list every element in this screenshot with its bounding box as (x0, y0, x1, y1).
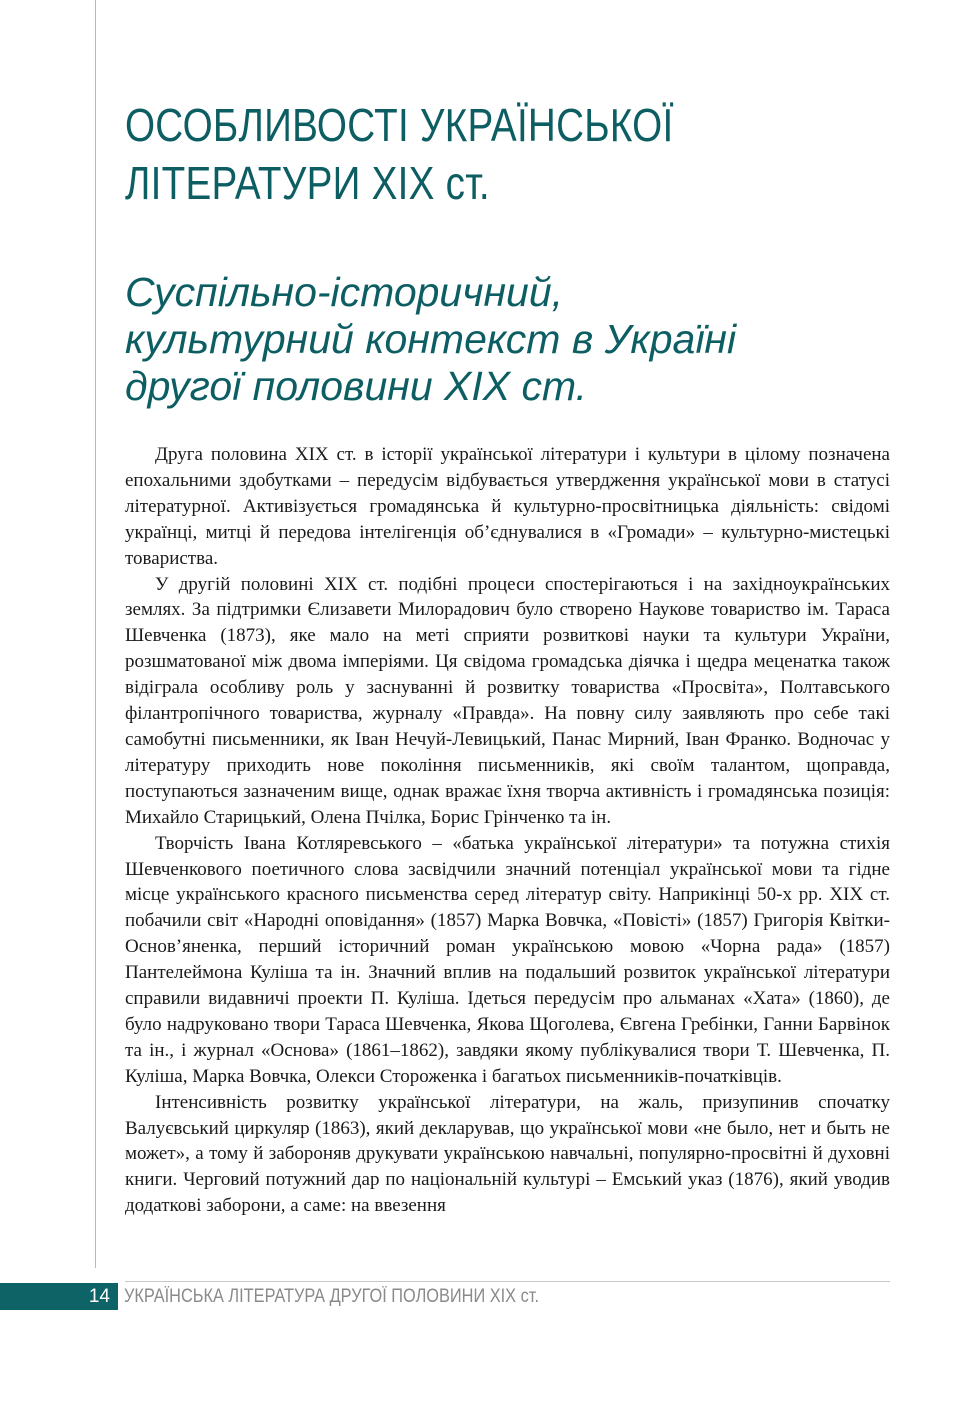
paragraph: Інтенсивність розвитку української літератури, на жаль, призупинив спочатку Валуєвський циркуляр (1863), який декларував, що української мови «не было, нет и быть не может», а тому й забороняв друкувати українською навчальні, популярно-просвітні й духовні книги. Черговий потужний дар по національній культурі – Емський указ (1876), який уводив додаткові заборони, а саме: на ввезення (125, 1091, 890, 1217)
paragraph: У другій половині ХІХ ст. подібні процеси спостерігаються і на західноукраїнських землях. За підтримки Єлизавети Милорадович було створено Наукове товариство ім. Тараса Шевченка (1873), яке мало на меті сприяти розвиткові науки та культури України, розшматованої між двома імперіями. Ця свідома громадська діячка і щедра меценатка також відіграла особливу роль у заснуванні й розвитку товариства «Просвіта», Полтавського філантропічного товариства, журналу «Правда». На повну силу заявляють про себе такі самобутні письменники, як Іван Нечуй-Левицький, Панас Мирний, Іван Франко. Водночас у літературу приходить нове покоління письменників, які своїм талантом, щоправда, поступаються зазначеним вище, однак вражає їхня творча активність і громадянська позиція: Михайло Старицький, Олена Пчілка, Борис Грінченко та ін. (125, 573, 890, 828)
page-number: 14 (88, 1286, 110, 1307)
chapter-title (125, 96, 797, 212)
body-text (125, 442, 890, 1219)
section-title-line-3: другої половини ХІХ ст. (125, 363, 588, 409)
section-title-line-1: Суспільно-історичний, (125, 269, 564, 315)
footer-rule (125, 1281, 890, 1282)
paragraph: Творчість Івана Котляревського – «батька української літератури» та потужна стихія Шевченкового поетичного слова засвідчили значний потенціал української мови та гідне місце українського красного письменства серед літератур світу. Наприкінці 50-х рр. ХІХ ст. побачили світ «Народні оповідання» (1857) Марка Вовчка, «Повісті» (1857) Григорія Квітки-Основ’яненка, перший історичний роман українською мовою «Чорна рада» (1857) Пантелеймона Куліша та ін. Значний вплив на подальший розвиток української літератури справили видавничі проекти П. Куліша. Ідеться передусім про альманах «Хата» (1860), де було надруковано твори Тараса Шевченка, Якова Щоголева, Євгена Гребінки, Ганни Барвінок та ін., і журнал «Основа» (1861–1862), завдяки якому публікувалися твори Т. Шевченка, П. Куліша, Марка Вовчка, Олекси Стороженка і багатьох письменників-початківців. (125, 832, 890, 1087)
chapter-title-line-1: ОСОБЛИВОСТІ УКРАЇНСЬКОЇ (125, 99, 674, 151)
margin-rule (95, 0, 96, 1268)
running-head: УКРАЇНСЬКА ЛІТЕРАТУРА ДРУГОЇ ПОЛОВИНИ ХІХ ст. (124, 1286, 540, 1307)
page-number-tab (0, 1283, 118, 1310)
paragraph: Друга половина ХІХ ст. в історії української літератури і культури в цілому позначена епохальними здобутками – передусім відбувається утвердження української мови в статусі літературної. Активізується громадянська й культурно-просвітницька діяльність: свідомі українці, митці й передова інтелігенція об’єднувалися в «Громади» – культурно-мистецькі товариства. (125, 444, 890, 569)
section-title-line-2: культурний контекст в Україні (125, 316, 737, 362)
chapter-title-line-2: ЛІТЕРАТУРИ ХІХ ст. (125, 157, 490, 209)
section-title (125, 269, 885, 410)
